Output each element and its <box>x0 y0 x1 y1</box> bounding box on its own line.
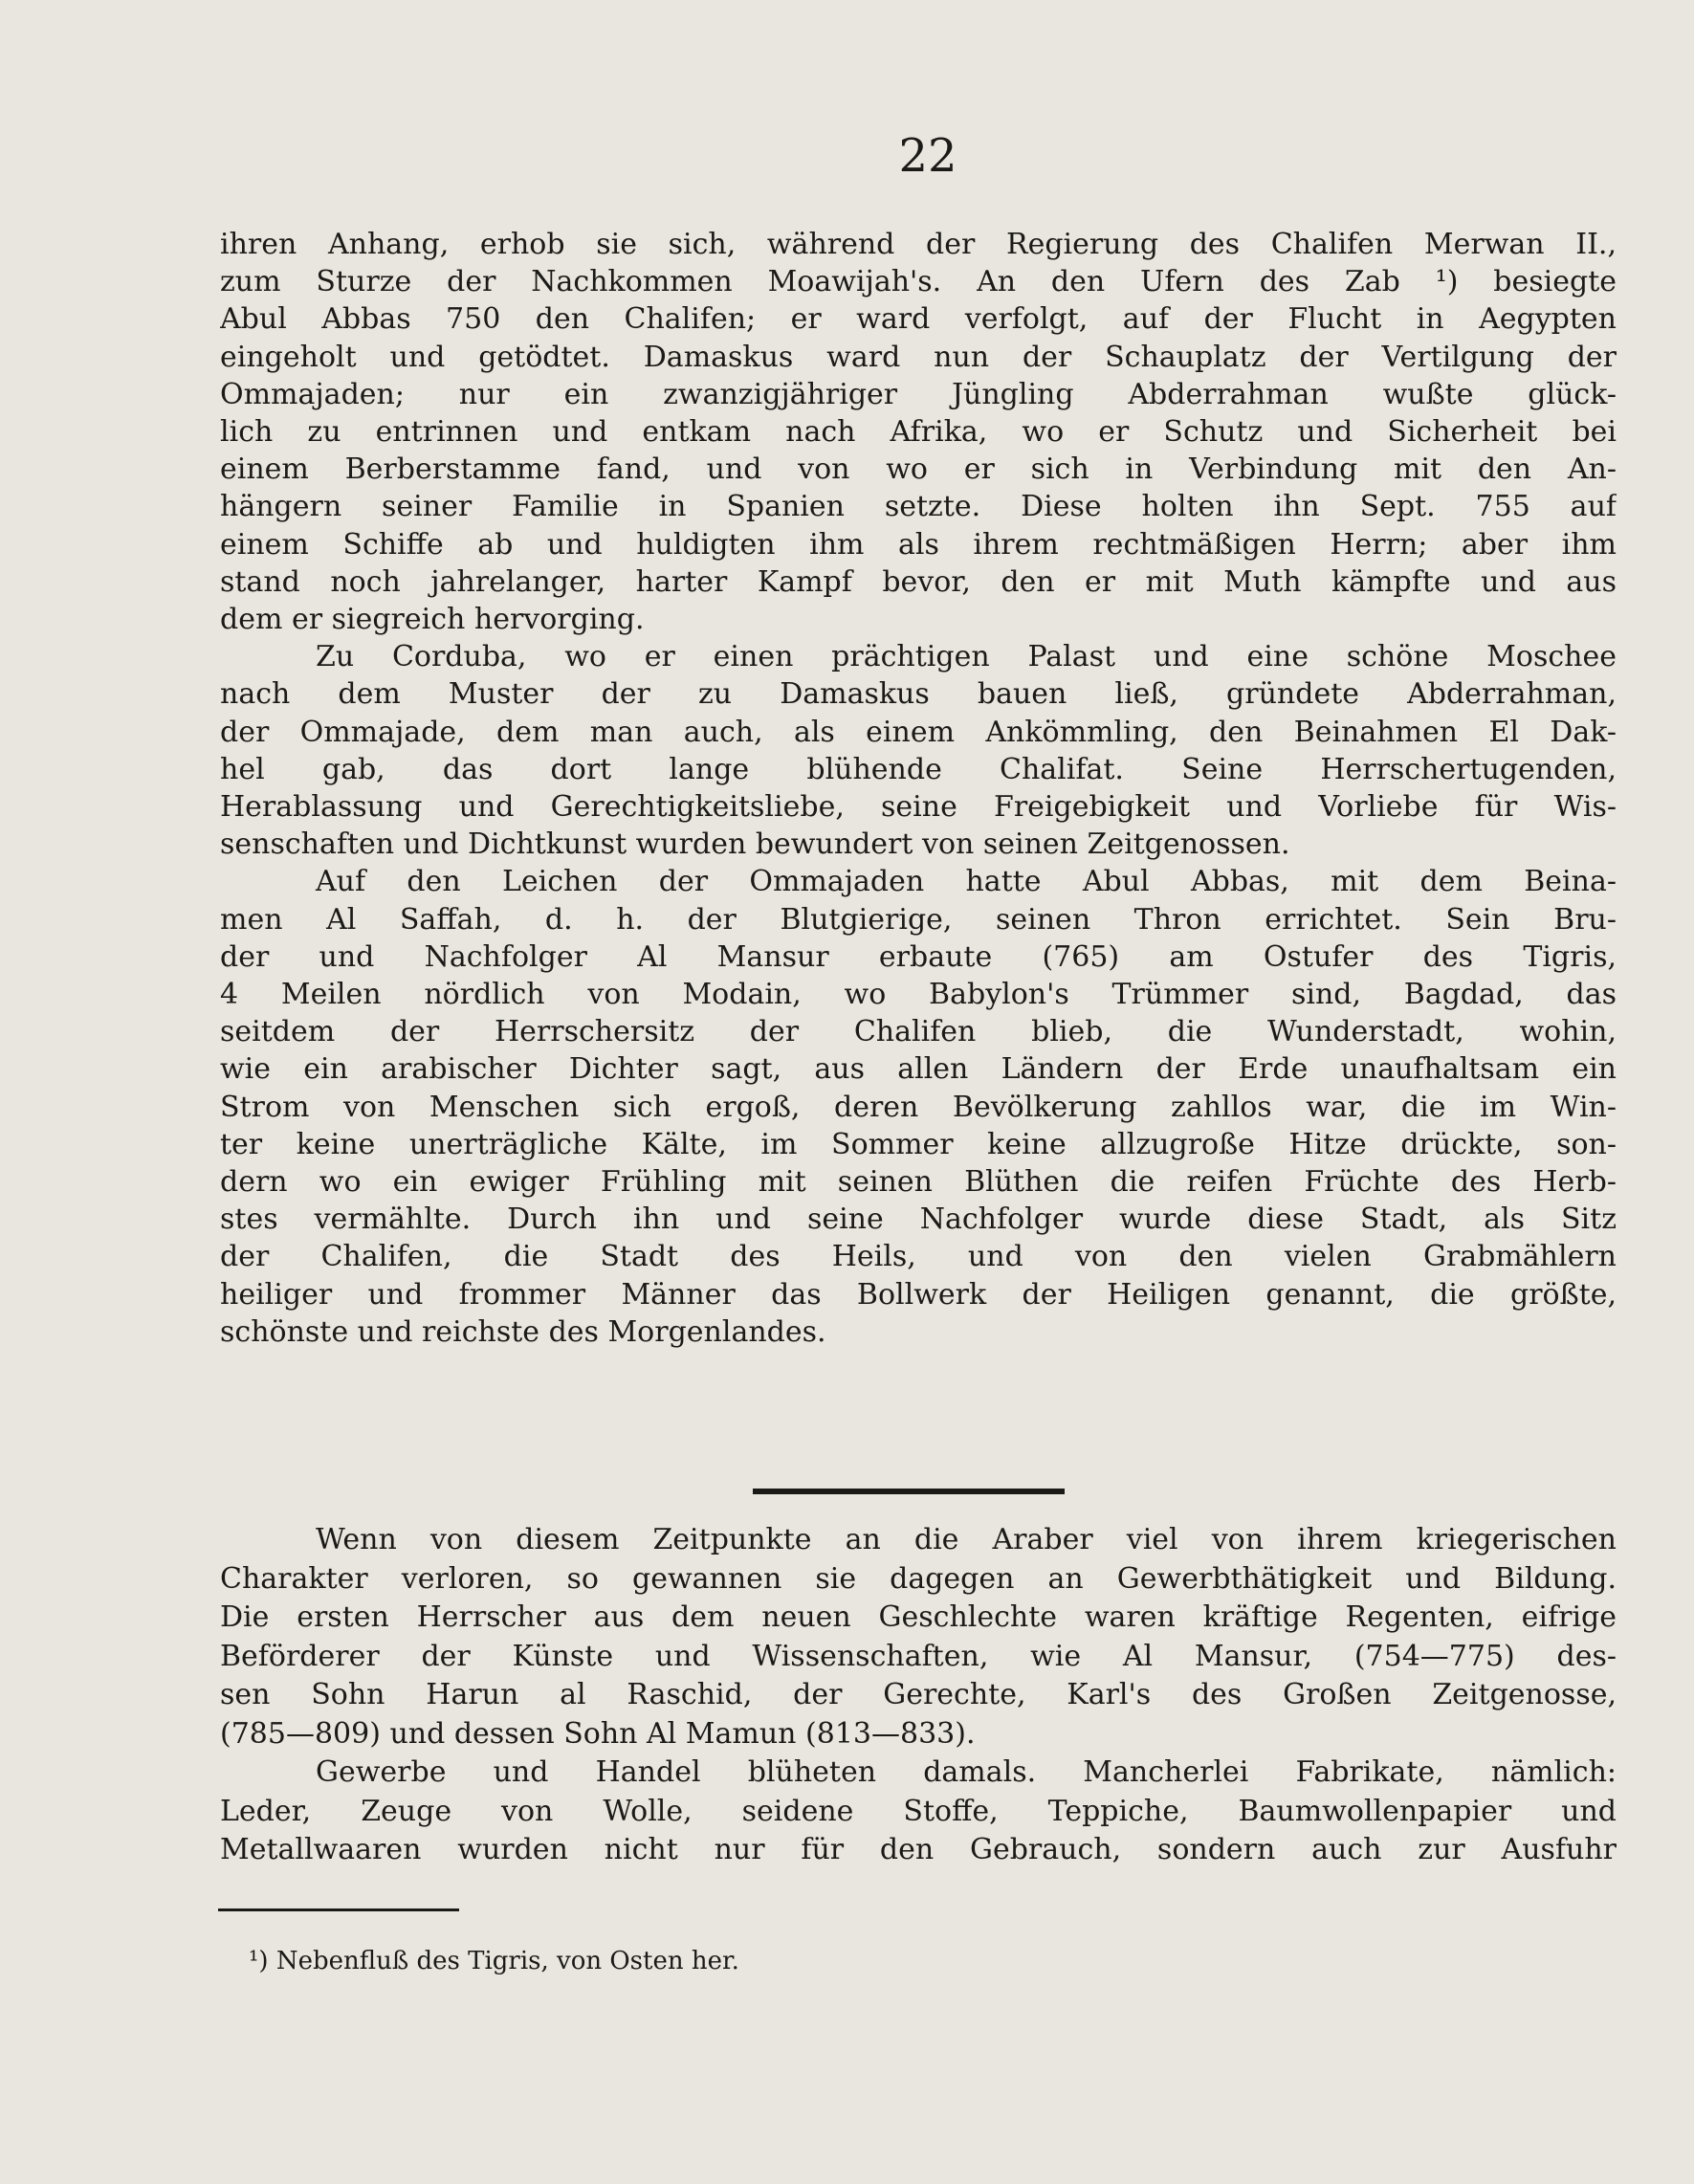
text-line: Wenn von diesem Zeitpunkte an die Araber viel von ihrem kriegerischen <box>316 1523 1617 1556</box>
text-line: Abul Abbas 750 den Chalifen; er ward verfolgt, auf der Flucht in Aegypten <box>220 302 1617 337</box>
main-text-upper <box>220 226 1617 1351</box>
text-line: Charakter verloren, so gewannen sie dagegen an Gewerbthätigkeit und Bildung. <box>220 1561 1617 1596</box>
text-line: lich zu entrinnen und entkam nach Afrika, wo er Schutz und Sicherheit bei <box>220 415 1617 450</box>
text-line: Auf den Leichen der Ommajaden hatte Abul Abbas, mit dem Beina- <box>316 865 1617 899</box>
text-line: der und Nachfolger Al Mansur erbaute (765) am Ostufer des Tigris, <box>220 939 1617 974</box>
text-line: Herablassung und Gerechtigkeitsliebe, seine Freigebigkeit und Vorliebe für Wis- <box>220 790 1617 825</box>
text-line: hängern seiner Familie in Spanien setzte. Diese holten ihn Sept. 755 auf <box>220 490 1617 524</box>
text-line: dem er siegreich hervorging. <box>220 603 645 637</box>
text-line: Gewerbe und Handel blüheten damals. Mancherlei Fabrikate, nämlich: <box>316 1755 1617 1789</box>
text-line: ter keine unerträgliche Kälte, im Sommer keine allzugroße Hitze drückte, son- <box>220 1127 1617 1161</box>
text-line: wie ein arabischer Dichter sagt, aus allen Ländern der Erde unaufhaltsam ein <box>220 1052 1617 1087</box>
text-line: Strom von Menschen sich ergoß, deren Bevölkerung zahllos war, die im Win- <box>220 1090 1617 1124</box>
text-line: senschaften und Dichtkunst wurden bewundert von seinen Zeitgenossen. <box>220 827 1290 862</box>
text-line: (785—809) und dessen Sohn Al Mamun (813—833). <box>220 1716 976 1751</box>
text-line: nach dem Muster der zu Damaskus bauen ließ, gründete Abderrahman, <box>220 677 1617 712</box>
text-line: hel gab, das dort lange blühende Chalifat. Seine Herrschertugenden, <box>220 752 1617 786</box>
text-line: ihren Anhang, erhob sie sich, während der Regierung des Chalifen Merwan II., <box>220 228 1617 261</box>
text-line: Metallwaaren wurden nicht nur für den Gebrauch, sondern auch zur Ausfuhr <box>220 1833 1617 1866</box>
text-line: zum Sturze der Nachkommen Moawijah's. An den Ufern des Zab ¹) besiegte <box>220 265 1617 299</box>
page-number: 22 <box>898 129 957 183</box>
text-line: Leder, Zeuge von Wolle, seidene Stoffe, Teppiche, Baumwollenpapier und <box>220 1794 1617 1828</box>
text-line: 4 Meilen nördlich von Modain, wo Babylon's Trümmer sind, Bagdad, das <box>220 978 1617 1012</box>
main-text-lower <box>220 1521 1617 1870</box>
text-line: stes vermählte. Durch ihn und seine Nachfolger wurde diese Stadt, als Sitz <box>220 1202 1617 1237</box>
footnote: ¹) Nebenfluß des Tigris, von Osten her. <box>249 1947 739 1975</box>
text-line: Beförderer der Künste und Wissenschaften, wie Al Mansur, (754—775) des- <box>220 1639 1617 1673</box>
text-line: Die ersten Herrscher aus dem neuen Geschlechte waren kräftige Regenten, eifrige <box>220 1600 1617 1634</box>
text-line: einem Berberstamme fand, und von wo er sich in Verbindung mit den An- <box>220 452 1617 487</box>
text-line: dern wo ein ewiger Frühling mit seinen Blüthen die reifen Früchte des Herb- <box>220 1165 1617 1200</box>
text-line: eingeholt und getödtet. Damaskus ward nun der Schauplatz der Vertilgung der <box>220 340 1617 374</box>
footnote-divider <box>218 1908 459 1911</box>
text-line: Ommajaden; nur ein zwanzigjähriger Jüngling Abderrahman wußte glück- <box>220 377 1617 411</box>
section-divider <box>753 1489 1065 1494</box>
text-line: seitdem der Herrschersitz der Chalifen blieb, die Wunderstadt, wohin, <box>220 1015 1617 1049</box>
text-line: der Chalifen, die Stadt des Heils, und von den vielen Grabmählern <box>220 1240 1617 1274</box>
text-line: einem Schiffe ab und huldigten ihm als ihrem rechtmäßigen Herrn; aber ihm <box>220 527 1617 562</box>
text-line: Zu Corduba, wo er einen prächtigen Palast und eine schöne Moschee <box>316 640 1617 674</box>
text-line: sen Sohn Harun al Raschid, der Gerechte, Karl's des Großen Zeitgenosse, <box>220 1678 1617 1711</box>
text-line: schönste und reichste des Morgenlandes. <box>220 1314 826 1349</box>
text-line: men Al Saffah, d. h. der Blutgierige, seinen Thron errichtet. Sein Bru- <box>220 902 1617 937</box>
text-line: stand noch jahrelanger, harter Kampf bevor, den er mit Muth kämpfte und aus <box>220 564 1617 599</box>
text-line: der Ommajade, dem man auch, als einem Ankömmling, den Beinahmen El Dak- <box>220 715 1617 749</box>
text-line: heiliger und frommer Männer das Bollwerk der Heiligen genannt, die größte, <box>220 1277 1617 1312</box>
